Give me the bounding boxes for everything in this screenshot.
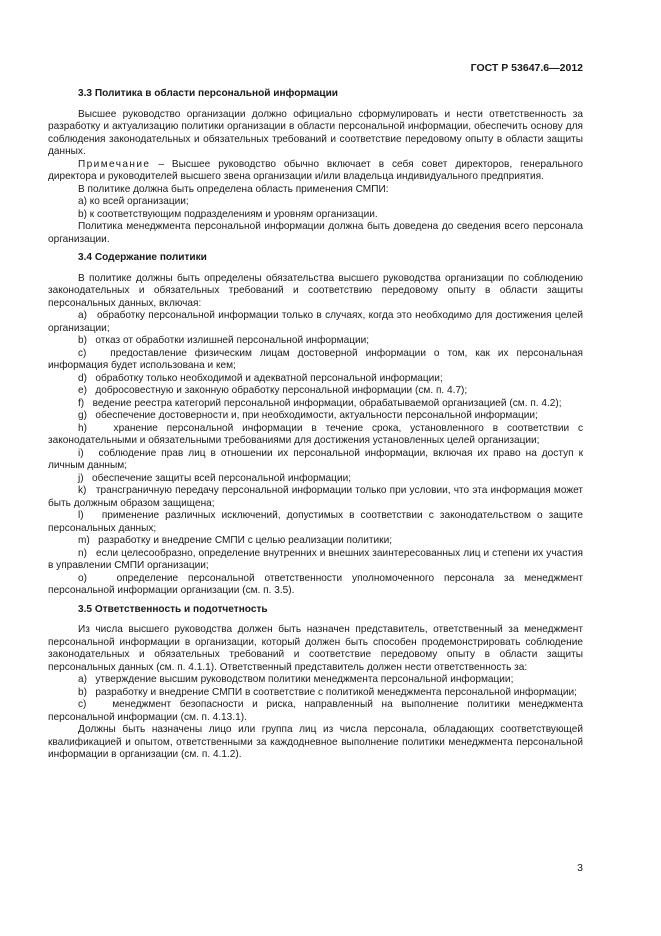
list-item: a) утверждение высшим руководством политики менеджмента персональной информации; bbox=[78, 674, 514, 685]
list-item: c) менеджмент безопасности и риска, направленный на выполнение политики менеджмента персональной информации (см. п. 4.13.1). bbox=[48, 699, 583, 723]
list-item: m) разработку и внедрение СМПИ с целью реализации политики; bbox=[78, 535, 393, 546]
list-item: b) отказ от обработки излишней персональной информации; bbox=[78, 335, 370, 346]
section-3-5-heading: 3.5 Ответственность и подотчетность bbox=[78, 603, 268, 615]
list-item: f) ведение реестра категорий персональной информации, обрабатываемой организацией (см. п. 4.2); bbox=[78, 397, 562, 409]
paragraph: В политике должна быть определена область применения СМПИ: bbox=[78, 183, 389, 195]
list-item: j) обеспечение защиты всей персональной информации; bbox=[78, 472, 352, 484]
list-item: i) соблюдение прав лиц в отношении их персональной информации, включая их право на доступ к личным данным; bbox=[48, 447, 583, 471]
note bbox=[48, 159, 583, 184]
section-3-4-heading: 3.4 Содержание политики bbox=[78, 252, 207, 263]
page-number: 3 bbox=[577, 862, 583, 874]
document-body bbox=[48, 84, 583, 762]
list-item: n) если целесообразно, определение внутренних и внешних заинтересованных лиц и степени их участия в управлении СМПИ организации; bbox=[48, 547, 583, 571]
note-text: – Высшее руководство обычно включает в себя совет директоров, генерального директора и руководителей высшего звена организации и/или владельца индивидуального предприятия. bbox=[48, 158, 583, 182]
document-designation: ГОСТ Р 53647.6—2012 bbox=[470, 62, 583, 74]
paragraph: Высшее руководство организации должно официально сформулировать и нести ответственность за разработку и актуализацию политики организации в области персональной информации, обеспечить основу для соблюдения законодательных и обязательных требований и соответствие передовому опыту в области защиты данных. bbox=[48, 108, 583, 157]
list-item: k) трансграничную передачу персональной информации только при условии, что эта информация может быть должным образом защищена; bbox=[48, 485, 583, 509]
list-item: а) ко всей организации; bbox=[78, 196, 189, 207]
note-label: Примечание bbox=[78, 158, 151, 170]
list-item: h) хранение персональной информации в течение срока, установленного в соответствии с законодательными и обязательными требованиями для достижения установленных целей организации; bbox=[48, 422, 583, 446]
list-item: c) предоставление физическим лицам достоверной информации о том, как их персональная информация будет использована и кем; bbox=[48, 347, 583, 371]
list-item: o) определение персональной ответственности уполномоченного персонала за менеджмент персональной информации организации (см. п. 3.5). bbox=[48, 572, 583, 596]
list-item: d) обработку только необходимой и адекватной персональной информации; bbox=[78, 372, 443, 384]
list-item: a) обработку персональной информации только в случаях, когда это необходимо для достижения целей организации; bbox=[48, 310, 583, 334]
paragraph: Из числа высшего руководства должен быть назначен представитель, ответственный за менеджмент персональной информации в организации, который должен быть способен продемонстрировать соблюдение законодательных и обязательных требований и соответствие передовому опыту в области защиты персональных данных (см. п. 4.1.1). Ответственный представитель должен нести ответственность за: bbox=[48, 624, 583, 673]
paragraph: В политике должны быть определены обязательства высшего руководства организации по соблюдению законодательных и обязательных требований и соответствию передовому опыту в области защиты персональных данных, включая: bbox=[48, 272, 583, 309]
paragraph: Должны быть назначены лицо или группа лиц из числа персонала, обладающих соответствующей квалификацией и опытом, ответственными за каждодневное выполнение политики менеджмента персональной информации в организации (см. п. 4.1.2). bbox=[48, 724, 583, 760]
list-item: l) применение различных исключений, допустимых в соответствии с законодательством о защите персональных данных; bbox=[48, 510, 583, 534]
list-item: e) добросовестную и законную обработку персональной информации (см. п. 4.7); bbox=[78, 385, 468, 396]
list-item: b) разработку и внедрение СМПИ в соответствие с политикой менеджмента персональной информации; bbox=[78, 686, 577, 698]
section-3-3-heading: 3.3 Политика в области персональной информации bbox=[78, 88, 339, 99]
list-item: g) обеспечение достоверности и, при необходимости, актуальности персональной информации; bbox=[78, 410, 538, 421]
list-item: b) к соответствующим подразделениям и уровням организации. bbox=[78, 208, 378, 220]
paragraph: Политика менеджмента персональной информации должна быть доведена до сведения всего персонала организации. bbox=[48, 221, 583, 245]
